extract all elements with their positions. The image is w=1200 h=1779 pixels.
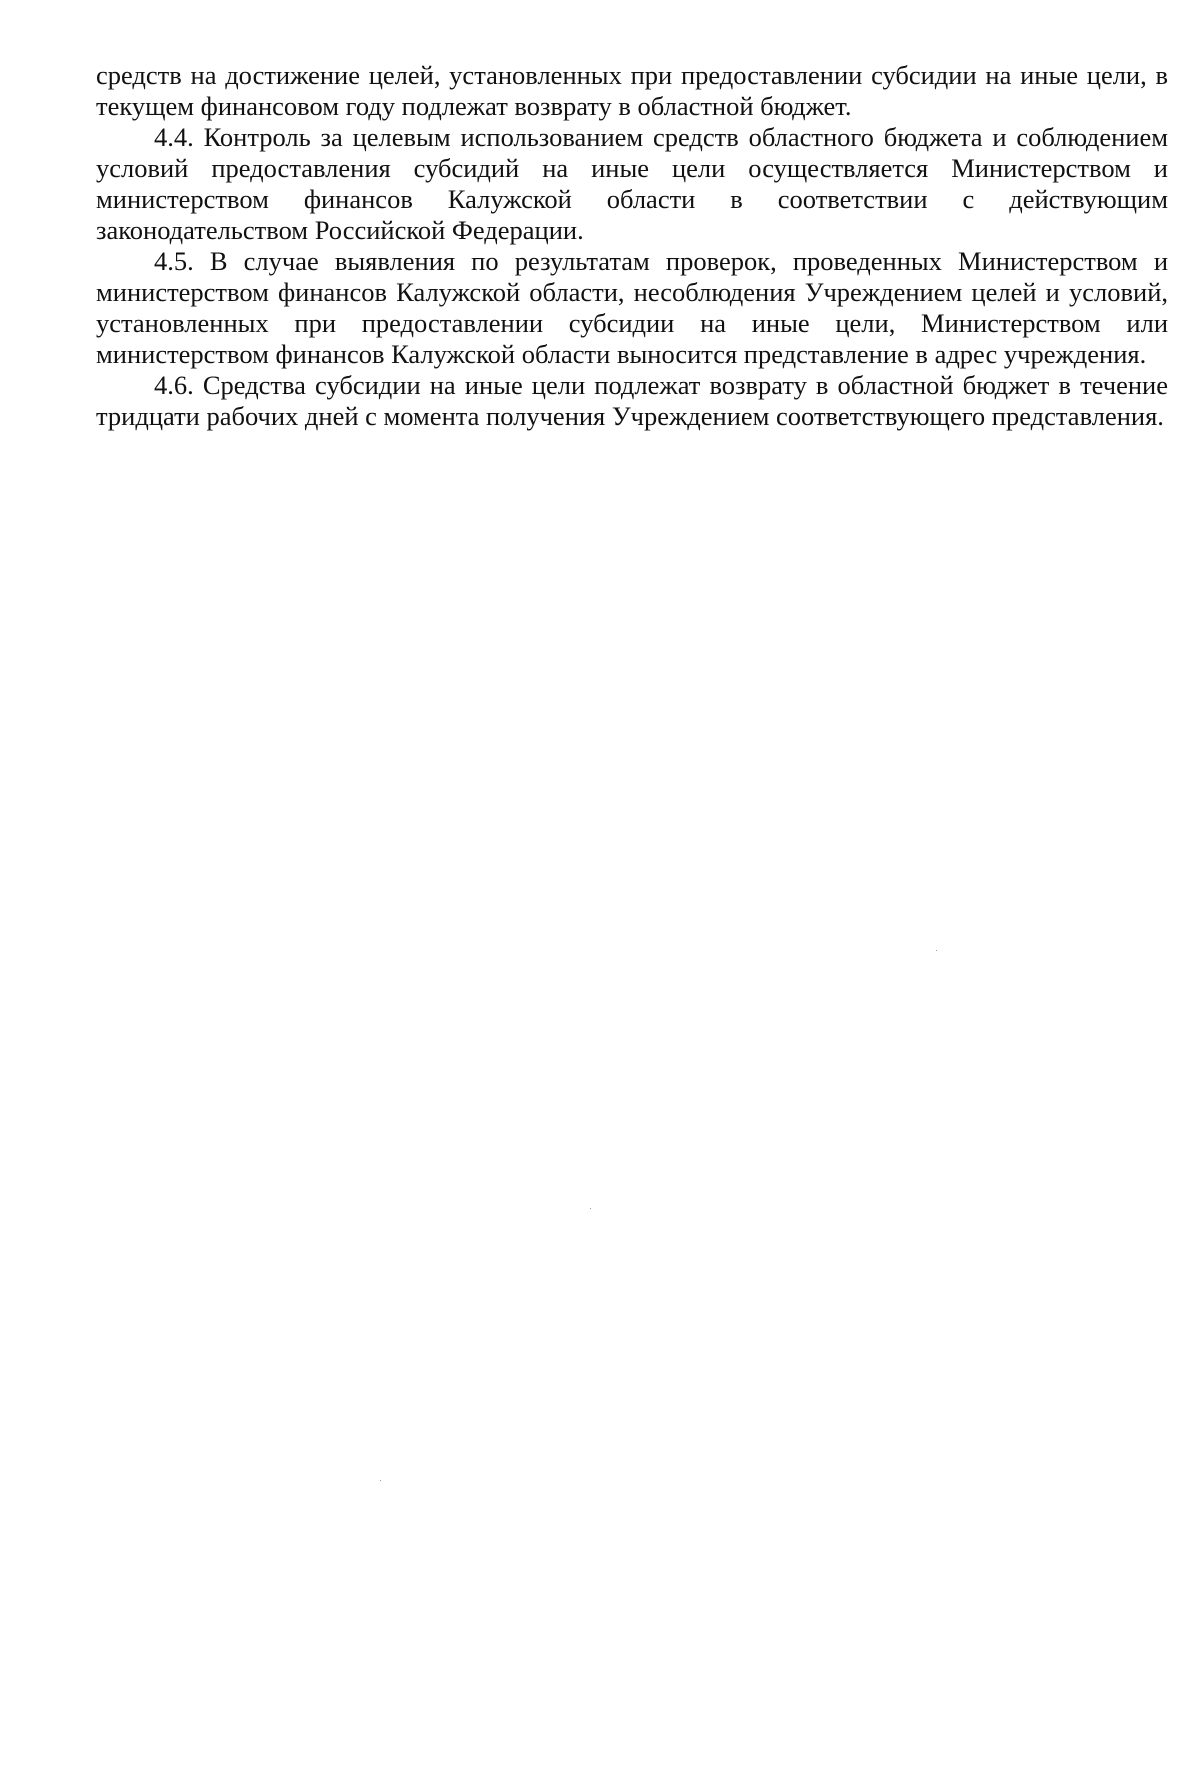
- scan-speck: [936, 950, 937, 951]
- document-body: [96, 60, 1168, 432]
- paragraph-continuation: средств на достижение целей, установленных при предоставлении субсидии на иные цели, в текущем финансовом году подлежат возврату в областной бюджет.: [96, 60, 1168, 121]
- paragraph-clause-4-4: 4.4. Контроль за целевым использованием средств областного бюджета и соблюдением условий предоставления субсидий на иные цели осуществляется Министерством и министерством финансов Калужской области в соответствии с действующим законодательством Российской Федерации.: [96, 122, 1168, 245]
- scan-speck: [590, 1208, 591, 1209]
- paragraph-clause-4-5: 4.5. В случае выявления по результатам проверок, проведенных Министерством и министерством финансов Калужской области, несоблюдения Учреждением целей и условий, установленных при предоставлении субсидии на иные цели, Министерством или министерством финансов Калужской области выносится представление в адрес учреждения.: [96, 246, 1168, 369]
- paragraph-clause-4-6: 4.6. Средства субсидии на иные цели подлежат возврату в областной бюджет в течение тридцати рабочих дней с момента получения Учреждением соответствующего представления.: [96, 370, 1168, 431]
- scan-speck: [380, 1480, 381, 1481]
